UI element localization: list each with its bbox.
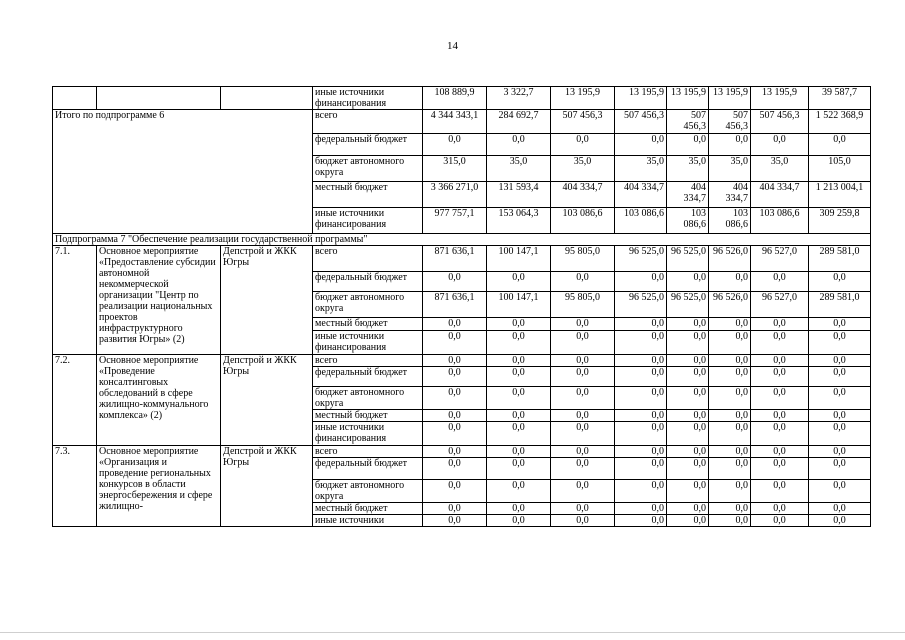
value-cell: 0,0 [615,331,667,355]
source-cell: всего [313,446,423,458]
value-cell: 13 195,9 [667,87,709,110]
value-cell: 0,0 [423,134,487,156]
value-cell: 0,0 [709,480,751,503]
value-cell: 0,0 [551,318,615,331]
value-cell: 13 195,9 [709,87,751,110]
value-cell: 96 526,0 [709,246,751,272]
value-cell: 13 195,9 [615,87,667,110]
value-cell: 507 456,3 [615,110,667,134]
value-cell: 0,0 [751,515,809,527]
source-cell: иные источники финансирования [313,422,423,446]
value-cell: 0,0 [615,134,667,156]
value-cell: 0,0 [551,503,615,515]
value-cell: 0,0 [551,515,615,527]
measure-name: Основное мероприятие «Проведение консалтинговых обследований в сфере жилищно-коммунального комплекса» (2) [97,355,221,446]
subtotal-label: Итого по подпрограмме 6 [53,110,313,234]
value-cell: 0,0 [751,331,809,355]
value-cell: 404 334,7 [615,182,667,208]
executor-cell [221,87,313,110]
table-row [53,355,871,367]
value-cell: 0,0 [615,446,667,458]
value-cell: 0,0 [423,503,487,515]
table-row [53,246,871,272]
value-cell: 0,0 [423,331,487,355]
value-cell: 0,0 [615,367,667,387]
value-cell: 0,0 [487,355,551,367]
value-cell: 0,0 [551,410,615,422]
subprogram-title: Подпрограмма 7 "Обеспечение реализации государственной программы" [53,234,871,246]
value-cell: 103 086,6 [751,208,809,234]
value-cell: 95 805,0 [551,246,615,272]
value-cell: 404 334,7 [551,182,615,208]
value-cell: 105,0 [809,156,871,182]
value-cell: 0,0 [487,367,551,387]
value-cell: 96 526,0 [709,292,751,318]
value-cell: 0,0 [809,355,871,367]
value-cell: 0,0 [667,387,709,410]
value-cell: 0,0 [809,134,871,156]
value-cell: 507 456,3 [551,110,615,134]
value-cell: 0,0 [487,134,551,156]
source-cell: местный бюджет [313,182,423,208]
source-cell: местный бюджет [313,318,423,331]
value-cell: 0,0 [615,503,667,515]
source-cell: всего [313,110,423,134]
measure-cell [97,87,221,110]
value-cell: 0,0 [751,503,809,515]
value-cell: 0,0 [423,446,487,458]
value-cell: 0,0 [709,331,751,355]
value-cell: 0,0 [423,387,487,410]
value-cell: 0,0 [709,458,751,480]
value-cell: 0,0 [809,422,871,446]
value-cell: 977 757,1 [423,208,487,234]
value-cell: 0,0 [751,422,809,446]
value-cell: 103 086,6 [709,208,751,234]
value-cell: 0,0 [423,410,487,422]
value-cell: 315,0 [423,156,487,182]
measure-number: 7.3. [53,446,97,527]
value-cell: 0,0 [751,410,809,422]
value-cell: 0,0 [615,422,667,446]
source-cell: местный бюджет [313,410,423,422]
value-cell: 0,0 [615,272,667,292]
value-cell: 0,0 [487,331,551,355]
source-cell: федеральный бюджет [313,458,423,480]
value-cell: 1 213 004,1 [809,182,871,208]
source-cell: иные источники финансирования [313,331,423,355]
value-cell: 0,0 [423,355,487,367]
value-cell: 1 522 368,9 [809,110,871,134]
source-cell: бюджет автономного округа [313,292,423,318]
value-cell: 404 334,7 [751,182,809,208]
value-cell: 0,0 [487,503,551,515]
value-cell: 0,0 [751,387,809,410]
value-cell: 0,0 [667,355,709,367]
value-cell: 0,0 [487,387,551,410]
value-cell: 0,0 [551,367,615,387]
value-cell: 0,0 [551,134,615,156]
value-cell: 0,0 [423,318,487,331]
value-cell: 309 259,8 [809,208,871,234]
table-row [53,234,871,246]
value-cell: 0,0 [667,422,709,446]
value-cell: 35,0 [667,156,709,182]
value-cell: 0,0 [615,480,667,503]
value-cell: 39 587,7 [809,87,871,110]
measure-number: 7.1. [53,246,97,355]
value-cell: 0,0 [551,422,615,446]
table-row [53,446,871,458]
value-cell: 0,0 [809,367,871,387]
value-cell: 0,0 [751,480,809,503]
value-cell: 0,0 [709,515,751,527]
value-cell: 0,0 [423,515,487,527]
value-cell: 0,0 [809,331,871,355]
scan-edge-line [0,632,905,633]
value-cell: 100 147,1 [487,292,551,318]
value-cell: 0,0 [615,355,667,367]
source-cell: бюджет автономного округа [313,387,423,410]
value-cell: 0,0 [551,331,615,355]
source-cell: иные источники финансирования [313,87,423,110]
value-cell: 0,0 [667,515,709,527]
value-cell: 871 636,1 [423,292,487,318]
table-body [53,87,871,527]
source-cell: федеральный бюджет [313,134,423,156]
value-cell: 0,0 [709,503,751,515]
source-cell: бюджет автономного округа [313,156,423,182]
value-cell: 0,0 [751,367,809,387]
source-cell: федеральный бюджет [313,272,423,292]
value-cell: 0,0 [423,422,487,446]
value-cell: 96 525,0 [667,292,709,318]
source-cell: иные источники [313,515,423,527]
value-cell: 0,0 [751,318,809,331]
value-cell: 0,0 [809,515,871,527]
value-cell: 404 334,7 [709,182,751,208]
value-cell: 0,0 [487,515,551,527]
value-cell: 153 064,3 [487,208,551,234]
value-cell: 0,0 [615,318,667,331]
value-cell: 0,0 [751,446,809,458]
value-cell: 0,0 [423,367,487,387]
value-cell: 507 456,3 [667,110,709,134]
page-number: 14 [447,40,458,52]
value-cell: 108 889,9 [423,87,487,110]
value-cell: 0,0 [551,446,615,458]
value-cell: 103 086,6 [615,208,667,234]
value-cell: 3 366 271,0 [423,182,487,208]
value-cell: 0,0 [667,331,709,355]
value-cell: 0,0 [667,134,709,156]
value-cell: 4 344 343,1 [423,110,487,134]
value-cell: 96 525,0 [615,246,667,272]
value-cell: 35,0 [615,156,667,182]
value-cell: 35,0 [551,156,615,182]
value-cell: 13 195,9 [751,87,809,110]
value-cell: 0,0 [615,387,667,410]
budget-table [52,86,871,527]
measure-number: 7.2. [53,355,97,446]
value-cell: 0,0 [667,272,709,292]
source-cell: всего [313,355,423,367]
source-cell: всего [313,246,423,272]
value-cell: 0,0 [551,480,615,503]
index-cell [53,87,97,110]
value-cell: 0,0 [487,422,551,446]
value-cell: 95 805,0 [551,292,615,318]
value-cell: 0,0 [809,480,871,503]
value-cell: 0,0 [709,318,751,331]
value-cell: 0,0 [667,367,709,387]
value-cell: 289 581,0 [809,246,871,272]
value-cell: 0,0 [615,458,667,480]
value-cell: 0,0 [551,272,615,292]
source-cell: местный бюджет [313,503,423,515]
measure-name: Основное мероприятие «Организация и проведение региональных конкурсов в области энергосбережения и сфере жилищно- [97,446,221,527]
value-cell: 0,0 [667,480,709,503]
value-cell: 0,0 [487,446,551,458]
table-row [53,87,871,110]
value-cell: 0,0 [751,355,809,367]
value-cell: 96 525,0 [667,246,709,272]
value-cell: 96 527,0 [751,292,809,318]
executor-cell: Депстрой и ЖКК Югры [221,446,313,527]
value-cell: 35,0 [751,156,809,182]
value-cell: 507 456,3 [751,110,809,134]
value-cell: 0,0 [709,422,751,446]
value-cell: 0,0 [551,355,615,367]
value-cell: 0,0 [667,410,709,422]
value-cell: 0,0 [423,458,487,480]
value-cell: 0,0 [809,503,871,515]
measure-name: Основное мероприятие «Предоставление субсидии автономной некоммерческой организации "Центр по реализации национальных проектов инфраструктурного развития Югры» (2) [97,246,221,355]
value-cell: 404 334,7 [667,182,709,208]
value-cell: 0,0 [667,503,709,515]
value-cell: 0,0 [487,458,551,480]
value-cell: 0,0 [615,410,667,422]
executor-cell: Депстрой и ЖКК Югры [221,246,313,355]
value-cell: 0,0 [809,387,871,410]
value-cell: 0,0 [709,410,751,422]
value-cell: 0,0 [487,410,551,422]
value-cell: 103 086,6 [667,208,709,234]
value-cell: 96 525,0 [615,292,667,318]
value-cell: 871 636,1 [423,246,487,272]
value-cell: 507 456,3 [709,110,751,134]
value-cell: 0,0 [809,318,871,331]
value-cell: 100 147,1 [487,246,551,272]
executor-cell: Депстрой и ЖКК Югры [221,355,313,446]
value-cell: 103 086,6 [551,208,615,234]
value-cell: 0,0 [667,458,709,480]
value-cell: 0,0 [667,318,709,331]
value-cell: 96 527,0 [751,246,809,272]
value-cell: 35,0 [709,156,751,182]
value-cell: 0,0 [709,387,751,410]
value-cell: 0,0 [709,134,751,156]
value-cell: 0,0 [809,272,871,292]
value-cell: 0,0 [751,134,809,156]
value-cell: 0,0 [551,387,615,410]
value-cell: 0,0 [423,272,487,292]
value-cell: 131 593,4 [487,182,551,208]
source-cell: иные источники финансирования [313,208,423,234]
value-cell: 0,0 [487,480,551,503]
value-cell: 0,0 [709,355,751,367]
value-cell: 0,0 [487,318,551,331]
value-cell: 0,0 [551,458,615,480]
value-cell: 0,0 [709,446,751,458]
value-cell: 289 581,0 [809,292,871,318]
value-cell: 0,0 [809,458,871,480]
table-row [53,110,871,134]
value-cell: 0,0 [809,446,871,458]
value-cell: 0,0 [667,446,709,458]
value-cell: 0,0 [751,272,809,292]
source-cell: федеральный бюджет [313,367,423,387]
source-cell: бюджет автономного округа [313,480,423,503]
value-cell: 35,0 [487,156,551,182]
value-cell: 284 692,7 [487,110,551,134]
value-cell: 0,0 [751,458,809,480]
value-cell: 0,0 [709,367,751,387]
value-cell: 0,0 [809,410,871,422]
value-cell: 0,0 [709,272,751,292]
value-cell: 0,0 [615,515,667,527]
value-cell: 13 195,9 [551,87,615,110]
value-cell: 0,0 [423,480,487,503]
value-cell: 0,0 [487,272,551,292]
value-cell: 3 322,7 [487,87,551,110]
